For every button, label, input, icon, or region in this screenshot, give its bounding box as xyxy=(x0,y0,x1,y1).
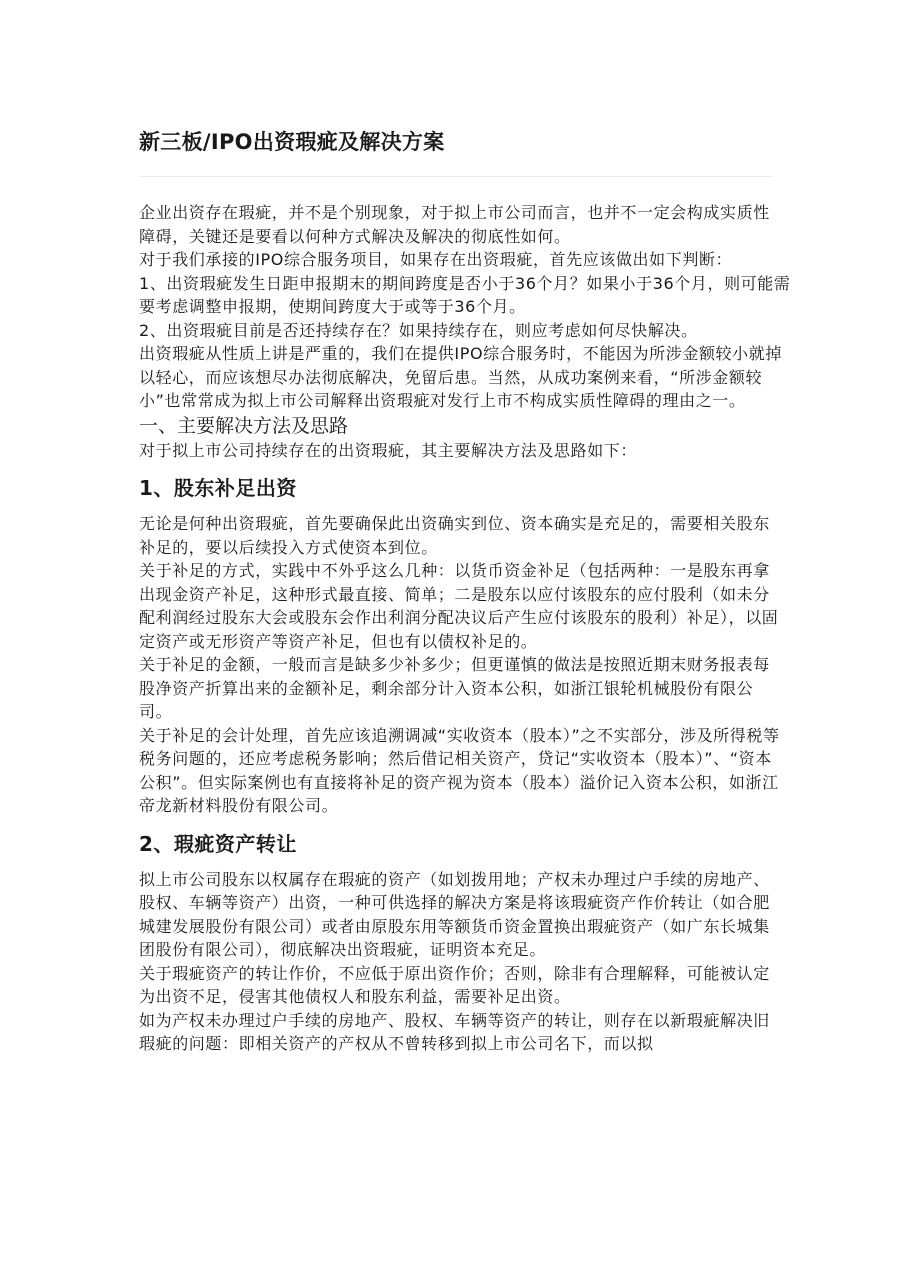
sub1-paragraph-1: 无论是何种出资瑕疵，首先要确保此出资确实到位、资本确实是充足的，需要相关股东补足的，要以后续投入方式使资本到位。 xyxy=(139,514,770,557)
section-heading: 一、主要解决方法及思路 xyxy=(139,414,349,437)
subsection-heading-1: 1、股东补足出资 xyxy=(139,476,297,500)
document-title: 新三板/IPO出资瑕疵及解决方案 xyxy=(139,130,445,154)
sub2-paragraph-2: 关于瑕疵资产的转让作价，不应低于原出资作价；否则，除非有合理解释，可能被认定为出资不足，侵害其他债权人和股东利益，需要补足出资。 xyxy=(139,963,770,1006)
sub1-paragraph-2: 关于补足的方式，实践中不外乎这么几种：以货币资金补足（包括两种：一是股东再拿出现金资产补足，这种形式最直接、简单；二是股东以应付该股东的应付股利（如未分配利润经过股东大会或股东会作出利润分配决议后产生应付该股东的股利）补足），以固定资产或无形资产等资产补足，但也有以债权补足的。 xyxy=(139,561,779,651)
document-page xyxy=(139,126,791,1056)
sub2-paragraph-1: 拟上市公司股东以权属存在瑕疵的资产（如划拨用地；产权未办理过户手续的房地产、股权、车辆等资产）出资，一种可供选择的解决方案是将该瑕疵资产作价转让（如合肥城建发展股份有限公司）或者由原股东用等额货币资金置换出瑕疵资产（如广东长城集团股份有限公司），彻底解决出资瑕疵，证明资本充足。 xyxy=(139,869,770,959)
sub2-paragraph-3: 如为产权未办理过户手续的房地产、股权、车辆等资产的转让，则存在以新瑕疵解决旧瑕疵的问题：即相关资产的产权从不曾转移到拟上市公司名下，而以拟 xyxy=(139,1010,770,1053)
subsection-heading-2: 2、瑕疵资产转让 xyxy=(139,831,297,856)
title-divider xyxy=(139,176,773,177)
section-lead-paragraph: 对于拟上市公司持续存在的出资瑕疵，其主要解决方法及思路如下： xyxy=(139,440,638,460)
sub1-paragraph-4: 关于补足的会计处理，首先应该追溯调减“实收资本（股本）”之不实部分，涉及所得税等税务问题的，还应考虑税务影响；然后借记相关资产，贷记“实收资本（股本）”、“资本公积”。但实际案例也有直接将补足的资产视为资本（股本）溢价记入资本公积，如浙江帝龙新材料股份有限公司。 xyxy=(139,725,780,815)
sub1-paragraph-3: 关于补足的金额，一般而言是缺多少补多少；但更谨慎的做法是按照近期末财务报表每股净资产折算出来的金额补足，剩余部分计入资本公积，如浙江银轮机械股份有限公司。 xyxy=(139,655,770,721)
intro-paragraph-4: 2、出资瑕疵目前是否还持续存在？如果持续存在，则应考虑如何尽快解决。 xyxy=(139,320,698,340)
intro-paragraph-5: 出资瑕疵从性质上讲是严重的，我们在提供IPO综合服务时，不能因为所涉金额较小就掉以轻心，而应该想尽办法彻底解决，免留后患。当然，从成功案例来看，“所涉金额较小”也常常成为拟上市公司解释出资瑕疵对发行上市不构成实质性障碍的理由之一。 xyxy=(139,344,782,410)
intro-paragraph-3: 1、出资瑕疵发生日距申报期末的期间跨度是否小于36个月？如果小于36个月，则可能需要考虑调整申报期，使期间跨度大于或等于36个月。 xyxy=(139,273,791,316)
intro-paragraph-1: 企业出资存在瑕疵，并不是个别现象，对于拟上市公司而言，也并不一定会构成实质性障碍，关键还是要看以何种方式解决及解决的彻底性如何。 xyxy=(139,203,770,246)
intro-paragraph-2: 对于我们承接的IPO综合服务项目，如果存在出资瑕疵，首先应该做出如下判断： xyxy=(139,250,733,269)
